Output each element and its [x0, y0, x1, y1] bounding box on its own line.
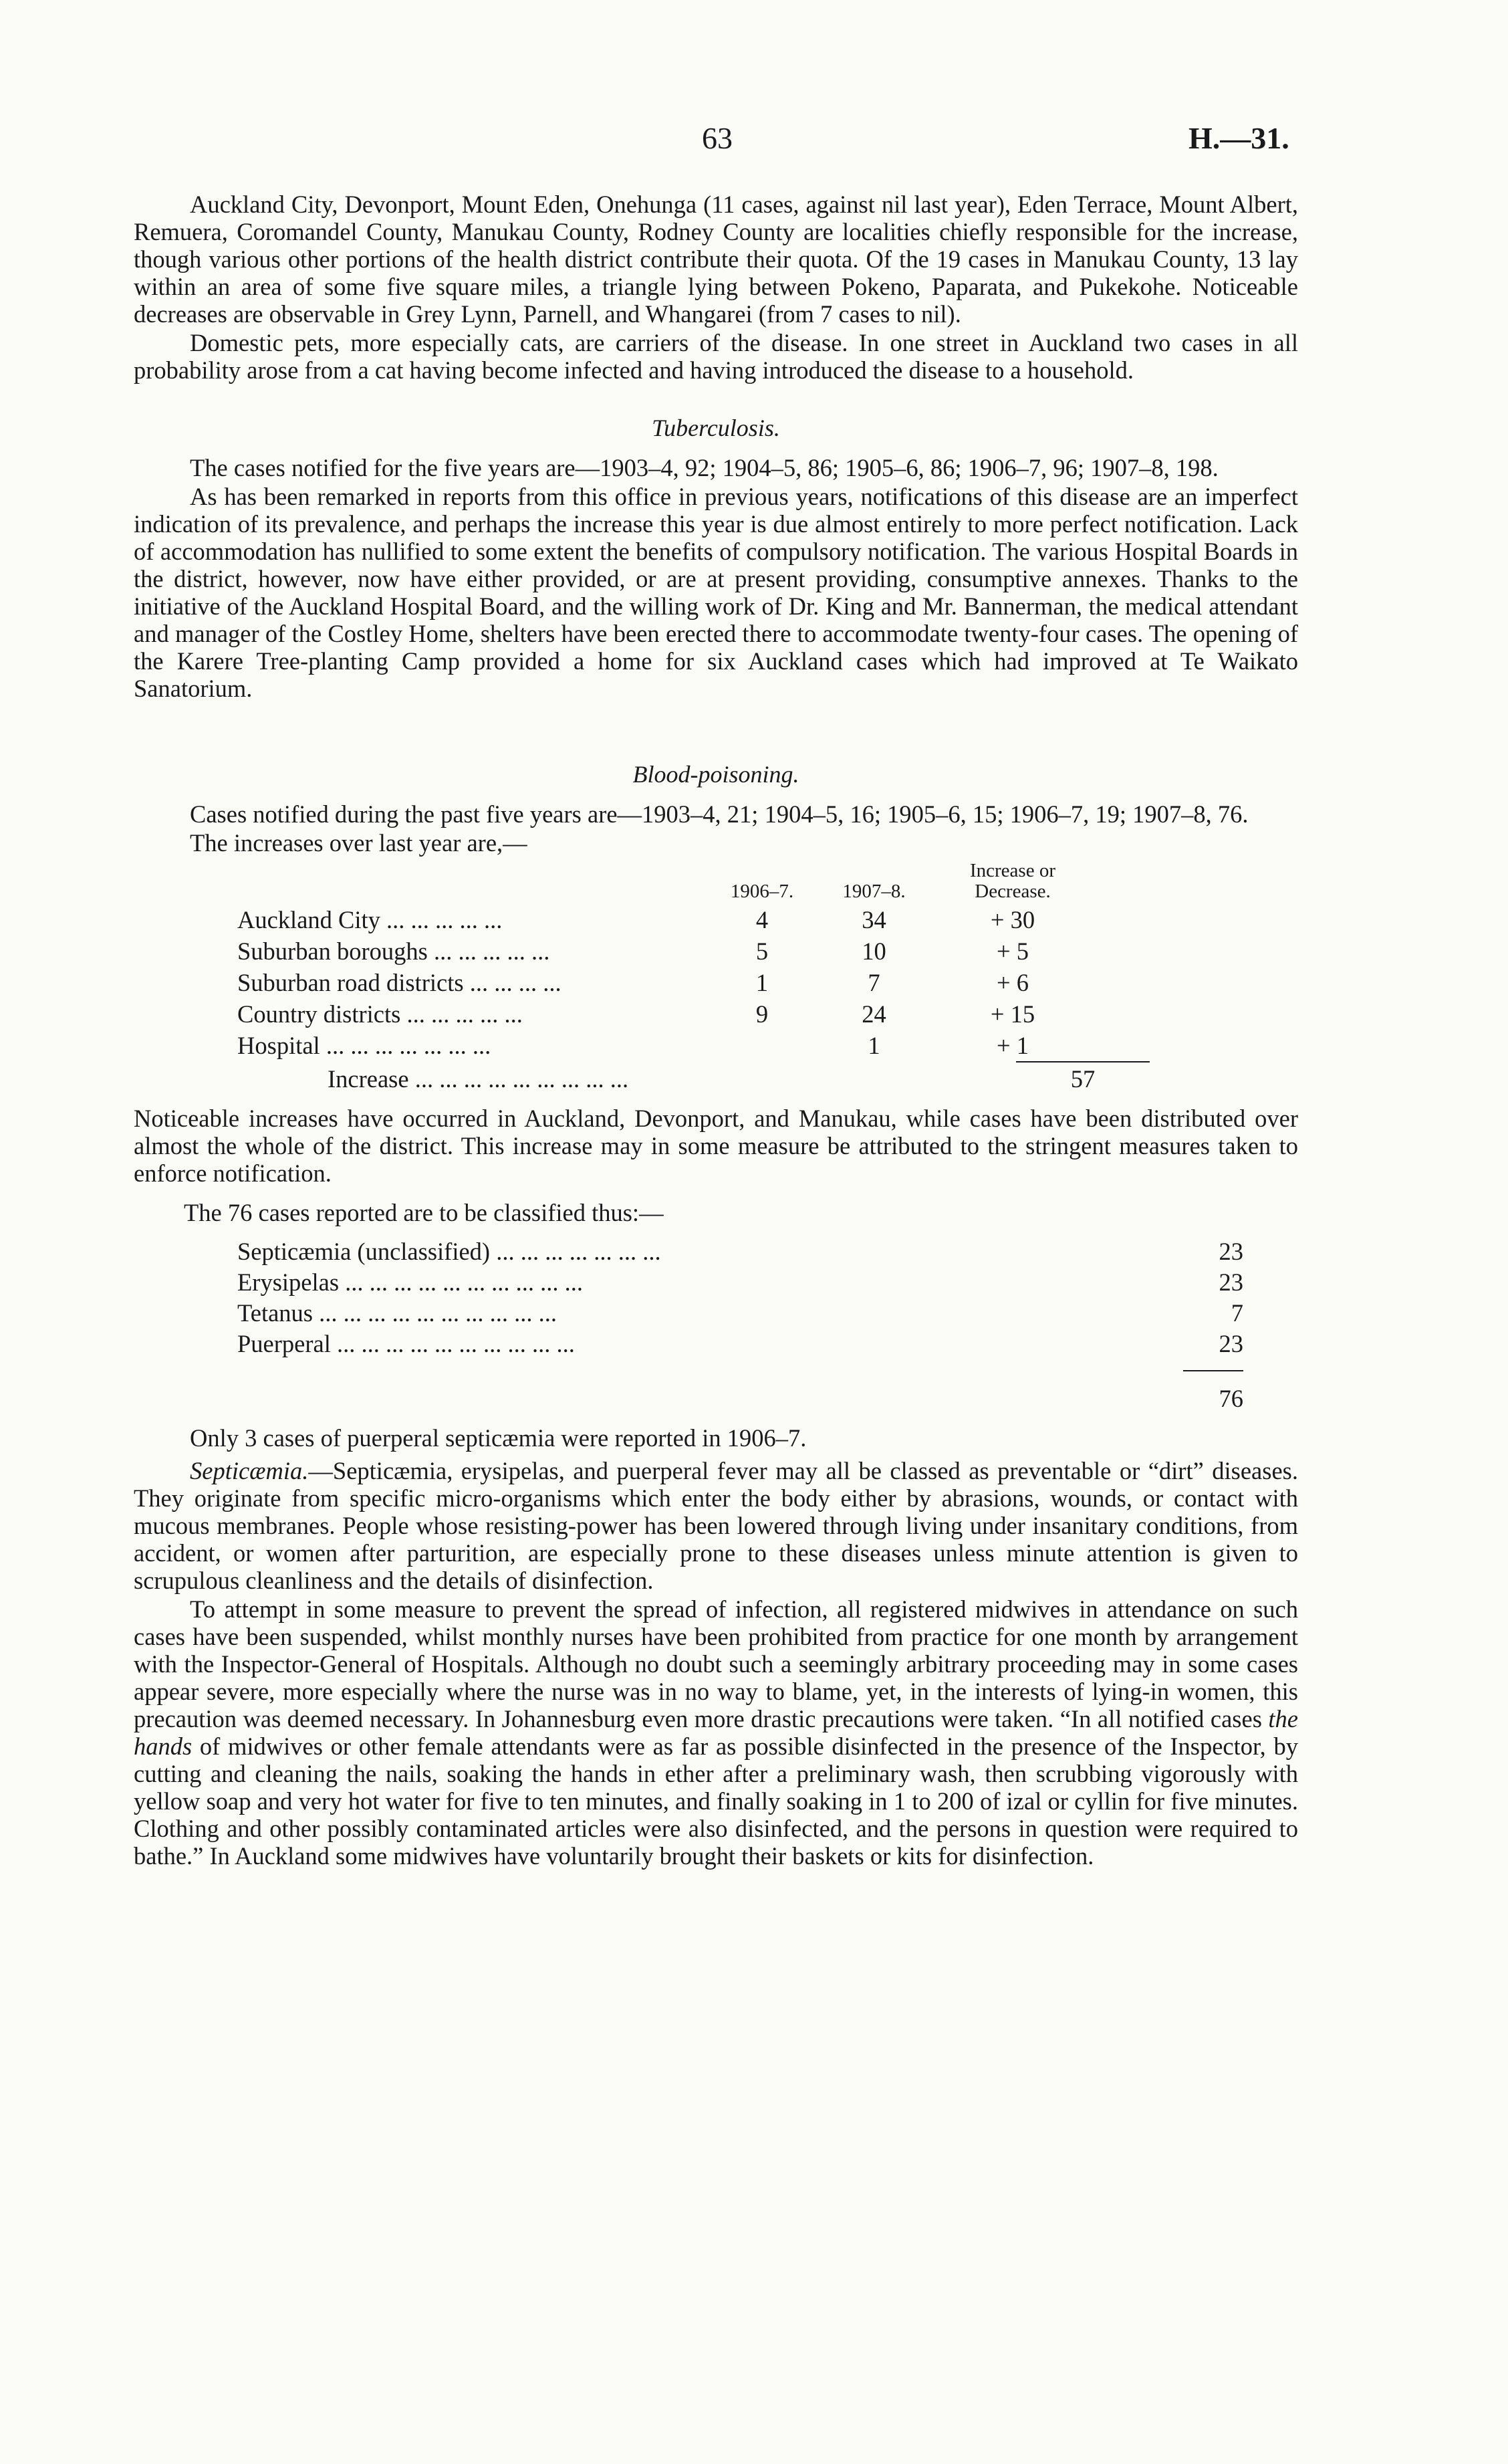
- blood-poisoning-paragraph-1: Cases notified during the past five years are—1903–4, 21; 1904–5, 16; 1905–6, 15; 1906–7, 19; 1907–8, 76.: [190, 800, 1249, 828]
- blood-poisoning-paragraph-2: The increases over last year are,—: [190, 829, 527, 857]
- row-label: Country districts: [237, 1000, 401, 1028]
- cell-1907-8: 24: [862, 1000, 886, 1028]
- column-header-1906-7: 1906–7.: [730, 881, 794, 902]
- increases-table: [134, 861, 1298, 1093]
- classification-total-row: [134, 1357, 1298, 1412]
- table-row: [134, 965, 1298, 996]
- blood-poisoning-heading: Blood-poisoning.: [632, 761, 799, 788]
- cell-1907-8: 1: [868, 1032, 880, 1059]
- blood-poisoning-paragraph-3: Noticeable increases have occurred in Auckland, Devonport, and Manukau, while cases have been distributed over almost the whole of the district. This increase may in some measure be attributed to the stringent measures taken to enforce notification.: [134, 1105, 1298, 1187]
- cell-change: + 1: [997, 1032, 1029, 1059]
- table-row: [134, 933, 1298, 965]
- dot-leader: ... ... ... ... ...: [400, 1000, 523, 1028]
- classification-list: [134, 1234, 1298, 1412]
- cell-1906-7: 4: [755, 906, 769, 933]
- tuberculosis-paragraph-1: The cases notified for the five years are—1903–4, 92; 1904–5, 86; 1905–6, 86; 1906–7, 96; 1907–8, 198.: [190, 454, 1219, 481]
- page-number: 63: [702, 121, 733, 155]
- cell-change: + 15: [990, 1000, 1035, 1028]
- septicaemia-paragraph: [134, 1457, 1298, 1594]
- row-label: Hospital: [237, 1032, 320, 1059]
- item-label: Septicæmia (unclassified): [237, 1238, 491, 1265]
- document-reference: H.—31.: [1188, 121, 1289, 155]
- dot-leader: ... ... ... ... ...: [380, 906, 503, 933]
- table-row: [134, 996, 1298, 1028]
- dot-leader: ... ... ... ... ... ... ...: [490, 1238, 661, 1265]
- dot-leader: ... ... ... ... ... ... ... ... ...: [408, 1065, 629, 1093]
- cell-1907-8: 10: [862, 937, 886, 965]
- classification-intro: The 76 cases reported are to be classified thus:—: [184, 1199, 664, 1226]
- item-label: Tetanus: [237, 1299, 313, 1327]
- item-value: 23: [1219, 1238, 1243, 1265]
- cell-1906-7: 5: [755, 937, 769, 965]
- total-label: Increase: [328, 1065, 409, 1093]
- septicaemia-text: —Septicæmia, erysipelas, and puerperal fever may all be classed as preventable or “dirt” diseases. They originate from specific micro-organisms which enter the body either by abrasions, wounds, or contact with mucous membranes. People whose resisting-power has been lowered through living under insanitary conditions, from accident, or women after parturition, are especially prone to these diseases unless minute attention is given to scrupulous cleanliness and the details of disinfection.: [134, 1457, 1298, 1594]
- table-total-row: [134, 1059, 1298, 1093]
- page-body: [134, 191, 1298, 1871]
- item-label: Erysipelas: [237, 1268, 340, 1296]
- row-label: Suburban boroughs: [237, 937, 428, 965]
- dot-leader: ... ... ... ... ... ... ... ... ... ...: [330, 1330, 575, 1357]
- final-text-a: To attempt in some measure to prevent the spread of infection, all registered midwives in attendance on such cases have been suspended, whilst monthly nurses have been prohibited from practice for one month by arrangement with the Inspector-General of Hospitals. Although no doubt such a seemingly arbitrary proceeding may in some cases appear severe, more especially where the nurse was in no way to blame, yet, in the interests of lying-in women, this precaution was deemed necessary. In Johannesburg even more drastic precautions were taken. “In all notified cases: [134, 1595, 1298, 1732]
- cell-1906-7: 1: [755, 969, 769, 996]
- final-emphasis: the hands: [134, 1705, 1298, 1760]
- intro-paragraph-1: Auckland City, Devonport, Mount Eden, Onehunga (11 cases, against nil last year), Eden Terrace, Mount Albert, Remuera, Coromandel County, Manukau County, Rodney County are localities chiefly responsible for the increase, though various other portions of the health district contribute their quota. Of the 19 cases in Manukau County, 13 lay within an area of some five square miles, a triangle lying between Pokeno, Paparata, and Pukekohe. Noticeable decreases are observable in Grey Lynn, Parnell, and Whangarei (from 7 cases to nil).: [134, 191, 1298, 328]
- intro-paragraph-2: Domestic pets, more especially cats, are carriers of the disease. In one street in Auckland two cases in all probability arose from a cat having become infected and having introduced the disease to a household.: [134, 329, 1298, 384]
- table-row: [134, 1028, 1298, 1059]
- total-value: 57: [1016, 1061, 1150, 1093]
- row-label: Suburban road districts: [237, 969, 464, 996]
- cell-1906-7: 9: [755, 1000, 769, 1028]
- dot-leader: ... ... ... ... ...: [427, 937, 550, 965]
- final-paragraph: [134, 1595, 1298, 1870]
- table-row: [134, 902, 1298, 933]
- cell-change: + 5: [997, 937, 1029, 965]
- list-item: [134, 1234, 1298, 1265]
- item-label: Puerperal: [237, 1330, 331, 1357]
- list-item: [134, 1265, 1298, 1296]
- row-label: Auckland City: [237, 906, 380, 933]
- tuberculosis-heading: Tuberculosis.: [652, 415, 780, 441]
- item-value: 23: [1219, 1330, 1243, 1357]
- tuberculosis-paragraph-2: As has been remarked in reports from this office in previous years, notifications of this disease are an imperfect indication of its prevalence, and perhaps the increase this year is due almost entirely to more perfect notification. Lack of accommodation has nullified to some extent the benefits of compulsory notification. The various Hospital Boards in the district, however, now have either provided, or are at present providing, consumptive annexes. Thanks to the initiative of the Auckland Hospital Board, and the willing work of Dr. King and Mr. Bannerman, the medical attendant and manager of the Costley Home, shelters have been erected there to accommodate twenty-four cases. The opening of the Karere Tree-planting Camp provided a home for six Auckland cases which had improved at Te Waikato Sanatorium.: [134, 483, 1298, 702]
- dot-leader: ... ... ... ... ... ... ... ... ... ...: [339, 1268, 584, 1296]
- cell-change: + 30: [990, 906, 1035, 933]
- list-item: [134, 1327, 1298, 1357]
- cell-1907-8: 34: [862, 906, 886, 933]
- table-header-row: [134, 861, 1298, 902]
- page-header: [0, 120, 1508, 160]
- cell-change: + 6: [997, 969, 1029, 996]
- final-text-b: of midwives or other female attendants were as far as possible disinfected in the presence of the Inspector, by cutting and cleaning the nails, soaking the hands in ether after a preliminary wash, then scrubbing vigorously with yellow soap and very hot water for five to ten minutes, and finally soaking in 1 to 200 of izal or cyllin for five minutes. Clothing and other possibly contaminated articles were also disinfected, and the persons in question were required to bathe.” In Auckland some midwives have voluntarily brought their baskets or kits for disinfection.: [134, 1732, 1298, 1870]
- classification-total: 76: [1183, 1370, 1243, 1412]
- column-header-1907-8: 1907–8.: [842, 881, 906, 902]
- puerperal-note: Only 3 cases of puerperal septicæmia were reported in 1906–7.: [190, 1424, 807, 1452]
- septicaemia-label: Septicæmia.: [190, 1457, 309, 1484]
- item-value: 23: [1219, 1268, 1243, 1296]
- column-header-change: Increase or Decrease.: [970, 860, 1055, 902]
- list-item: [134, 1296, 1298, 1327]
- dot-leader: ... ... ... ... ... ... ... ... ... ...: [313, 1299, 557, 1327]
- cell-1907-8: 7: [868, 969, 880, 996]
- dot-leader: ... ... ... ... ... ... ...: [320, 1032, 491, 1059]
- item-value: 7: [1231, 1299, 1243, 1327]
- dot-leader: ... ... ... ...: [463, 969, 561, 996]
